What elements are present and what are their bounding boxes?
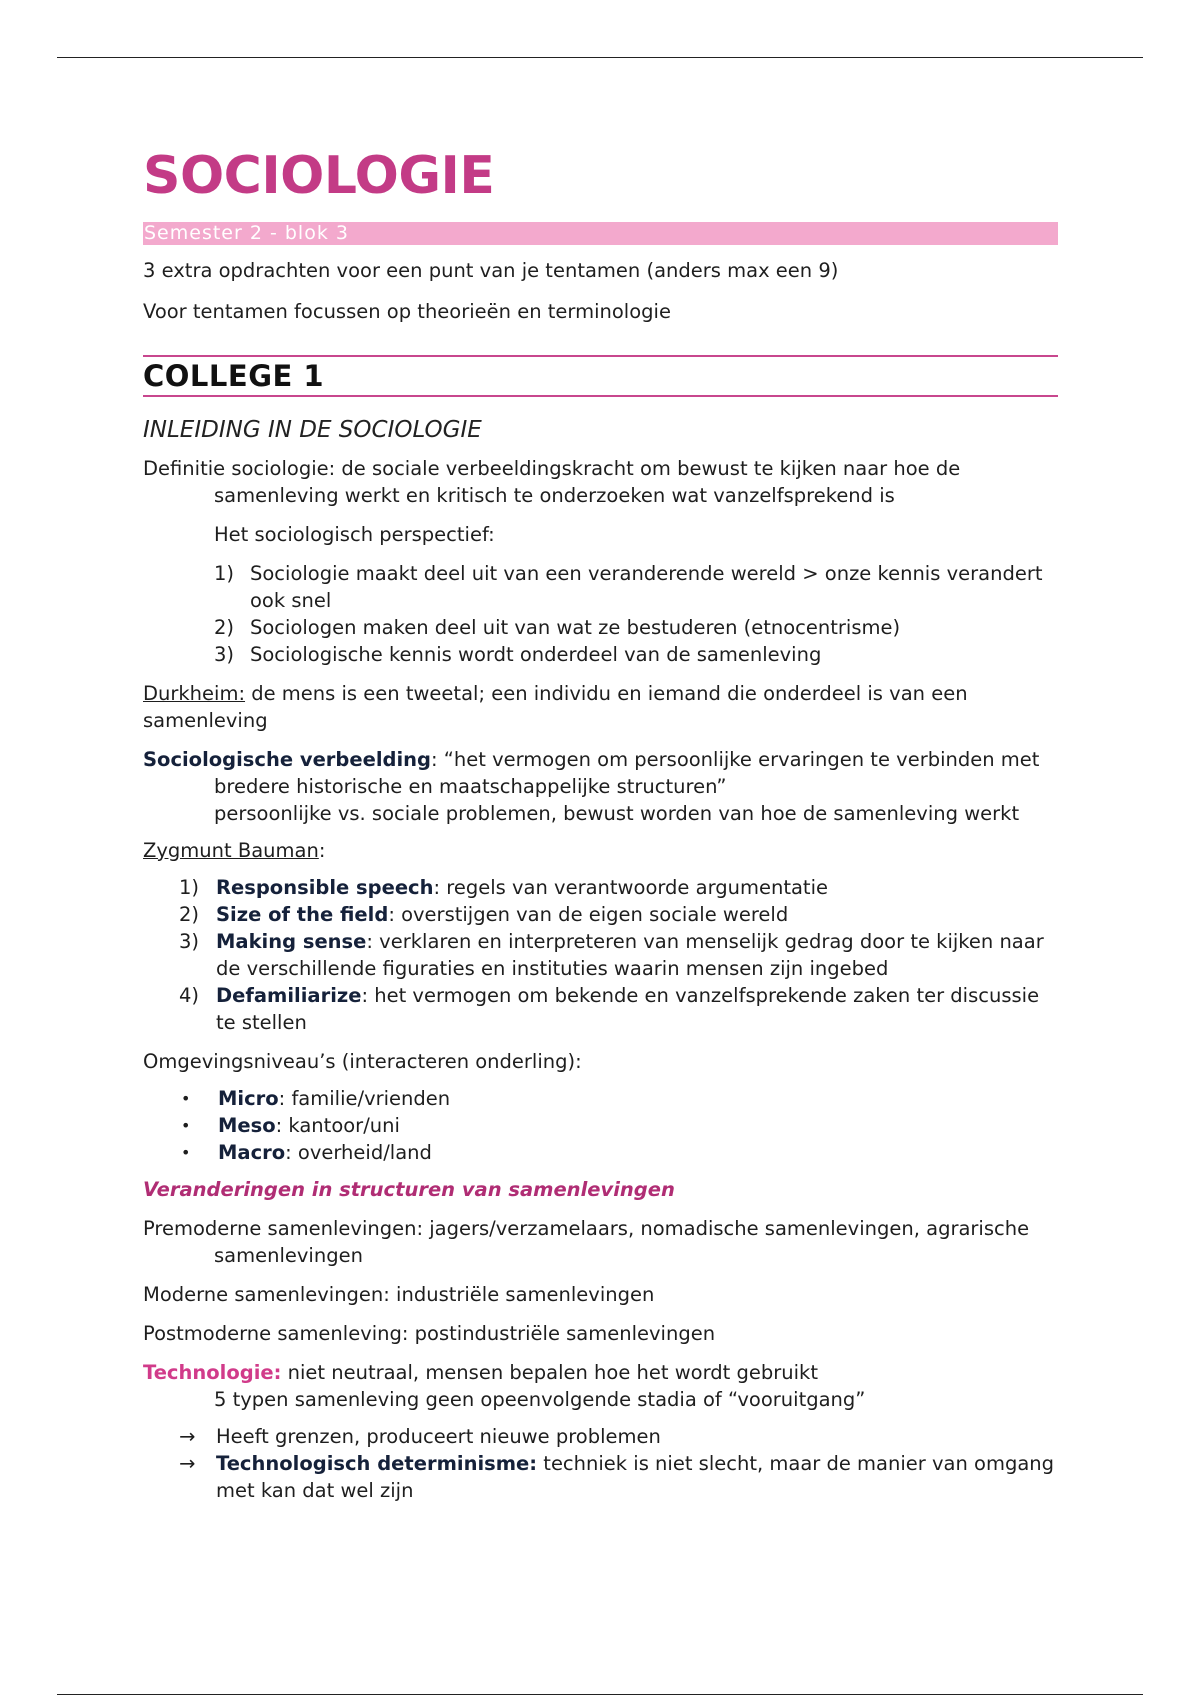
list-number: 1) — [179, 876, 200, 899]
technology-line2: 5 typen samenleving geen opeenvolgende stadia of “vooruitgang” — [214, 1388, 866, 1411]
term: Responsible speech — [216, 876, 434, 899]
technology-arrow-list — [143, 1423, 1058, 1504]
bauman-label — [143, 837, 1058, 864]
bottom-rule — [57, 1694, 1143, 1695]
list-number: 4) — [179, 984, 200, 1007]
bullet-icon: • — [181, 1116, 191, 1135]
document-page — [143, 146, 1058, 1504]
list-text: Sociologische kennis wordt onderdeel van de samenleving — [250, 643, 822, 666]
perspective-label: Het sociologisch perspectief: — [214, 523, 495, 546]
bauman-name: Zygmunt Bauman — [143, 839, 319, 862]
document-title: SOCIOLOGIE — [143, 146, 495, 206]
verbeelding-term: Sociologische verbeelding — [143, 748, 431, 771]
list-text — [216, 901, 788, 928]
intro-line: 3 extra opdrachten voor een punt van je tentamen (anders max een 9) — [143, 259, 839, 282]
list-item — [143, 928, 1058, 982]
college-heading: COLLEGE 1 — [143, 355, 1058, 397]
list-item — [143, 1450, 1058, 1504]
section-heading: INLEIDING IN DE SOCIOLOGIE — [143, 417, 482, 443]
term: Meso — [218, 1114, 276, 1137]
term: Size of the field — [216, 903, 389, 926]
term: Micro — [218, 1087, 279, 1110]
list-text: Heeft grenzen, produceert nieuwe problemen — [216, 1425, 661, 1448]
list-text — [218, 1139, 432, 1166]
list-number: 1) — [214, 562, 235, 585]
list-item — [143, 1139, 1058, 1166]
subtitle-bar: Semester 2 - blok 3 — [143, 222, 1058, 245]
durkheim-name: Durkheim: — [143, 682, 246, 705]
verbeelding-line2: persoonlijke vs. sociale problemen, bewust worden van hoe de samenleving werkt — [214, 802, 1020, 825]
definition-paragraph: Definitie sociologie: de sociale verbeeldingskracht om bewust te kijken naar hoe de samenleving werkt en kritisch te onderzoeken wat vanzelfsprekend is — [143, 457, 961, 507]
top-rule — [57, 57, 1143, 58]
term: Technologisch determinisme: — [216, 1452, 538, 1475]
durkheim-paragraph — [143, 680, 1058, 734]
society-paragraph: Moderne samenlevingen: industriële samenlevingen — [143, 1283, 655, 1306]
definition: : overstijgen van de eigen sociale wereld — [388, 903, 789, 926]
society-paragraph: Premoderne samenlevingen: jagers/verzamelaars, nomadische samenlevingen, agrarische samenlevingen — [143, 1217, 1030, 1267]
definition: : kantoor/uni — [275, 1114, 400, 1137]
list-text: Sociologen maken deel uit van wat ze bestuderen (etnocentrisme) — [250, 616, 901, 639]
list-text — [218, 1085, 450, 1112]
term: Macro — [218, 1141, 286, 1164]
arrow-icon: → — [179, 1425, 196, 1448]
bullet-icon: • — [181, 1143, 191, 1162]
list-text — [216, 1450, 1058, 1504]
list-item — [143, 982, 1058, 1036]
perspective-list — [143, 560, 1058, 668]
verbeelding-paragraph — [143, 746, 1058, 800]
technology-paragraph — [143, 1359, 1058, 1386]
durkheim-text: de mens is een tweetal; een individu en iemand die onderdeel is van een samenleving — [143, 682, 968, 732]
term: Defamiliarize — [216, 984, 362, 1007]
bullet-icon: • — [181, 1089, 191, 1108]
list-number: 3) — [214, 643, 235, 666]
list-item — [143, 1423, 1058, 1450]
bauman-list — [143, 874, 1058, 1036]
list-text — [216, 874, 828, 901]
verbeelding-text: : “het vermogen om persoonlijke ervaringen te verbinden met bredere historische en maatschappelijke structuren” — [214, 748, 1040, 798]
list-number: 3) — [179, 930, 200, 953]
list-item — [143, 614, 1058, 641]
changes-heading: Veranderingen in structuren van samenlevingen — [143, 1178, 675, 1201]
technology-text: niet neutraal, mensen bepalen hoe het wordt gebruikt — [281, 1361, 818, 1384]
definition: : overheid/land — [285, 1141, 432, 1164]
list-item — [143, 1112, 1058, 1139]
society-paragraph: Postmoderne samenleving: postindustriële samenlevingen — [143, 1322, 716, 1345]
bauman-colon: : — [318, 839, 326, 862]
definition: : verklaren en interpreteren van menselijk gedrag door te kijken naar de verschillende figuraties en instituties waarin mensen zijn ingebed — [216, 930, 1044, 980]
levels-list — [143, 1085, 1058, 1166]
list-item — [143, 560, 1058, 614]
definition: : regels van verantwoorde argumentatie — [433, 876, 828, 899]
list-text — [218, 1112, 400, 1139]
arrow-icon: → — [179, 1452, 196, 1475]
list-item — [143, 1085, 1058, 1112]
list-item — [143, 641, 1058, 668]
term: Making sense — [216, 930, 367, 953]
levels-label: Omgevingsniveau’s (interacteren onderling): — [143, 1050, 582, 1073]
list-text — [216, 928, 1058, 982]
intro-line: Voor tentamen focussen op theorieën en terminologie — [143, 300, 671, 323]
list-item — [143, 874, 1058, 901]
definition: techniek is niet slecht, maar de manier van omgang met kan dat wel zijn — [216, 1452, 1055, 1502]
definition: : het vermogen om bekende en vanzelfsprekende zaken ter discussie te stellen — [216, 984, 1040, 1034]
technology-term: Technologie: — [143, 1361, 282, 1384]
list-number: 2) — [214, 616, 235, 639]
list-number: 2) — [179, 903, 200, 926]
list-item — [143, 901, 1058, 928]
list-text: Sociologie maakt deel uit van een veranderende wereld > onze kennis verandert ook snel — [250, 562, 1043, 612]
list-text — [216, 982, 1058, 1036]
definition: : familie/vrienden — [278, 1087, 451, 1110]
